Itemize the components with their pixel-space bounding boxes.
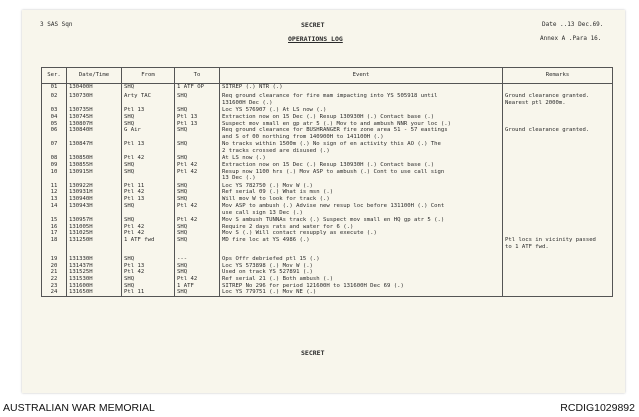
event-cell: [220, 183, 503, 190]
event-line: Resup now 1100 hrs (.) Mov ASP to ambush (.) Cont to use call sign: [222, 168, 445, 175]
datetime-cell: 130807H: [67, 121, 122, 128]
datetime-cell: 131025H: [67, 230, 122, 237]
event-cell: [220, 224, 503, 231]
classification-bottom: SECRET: [301, 349, 325, 357]
event-line: Req ground clearance for BUSHRANGER fire zone area 51 - 57 eastings: [222, 127, 448, 134]
event-line: Mov S ambush TUNNAs track (.) Suspect mov small en HQ gp atr 5 (.): [222, 216, 445, 223]
table-row: [42, 230, 613, 237]
event-line: At LS now (.): [222, 155, 266, 162]
datetime-cell: 131530H: [67, 276, 122, 283]
table-row: [42, 269, 613, 276]
remarks-cell: [503, 237, 613, 251]
datetime-cell: 130400H: [67, 84, 122, 94]
table-row: [42, 169, 613, 183]
table-row: [42, 162, 613, 169]
table-header-row: [42, 68, 613, 84]
from-cell: SHQ: [122, 283, 175, 290]
to-cell: SHQ: [175, 183, 220, 190]
datetime-cell: 130915H: [67, 169, 122, 183]
serial-cell: 03: [42, 107, 67, 114]
remarks-cell: [503, 189, 613, 196]
event-line: Loc YS 782750 (.) Mov W (.): [222, 182, 313, 189]
from-cell: Ptl 13: [122, 196, 175, 203]
to-cell: SHQ: [175, 141, 220, 155]
event-line: Ops Offr debriefed ptl 15 (.): [222, 255, 320, 262]
serial-cell: 16: [42, 224, 67, 231]
table-row: [42, 224, 613, 231]
from-cell: Ptl 42: [122, 269, 175, 276]
datetime-cell: 131250H: [67, 237, 122, 251]
from-cell: Ptl 42: [122, 155, 175, 162]
event-line: Extraction now on 15 Dec (.) Resup 130930H (.) Contact base (.): [222, 113, 435, 120]
event-cell: [220, 114, 503, 121]
to-cell: SHQ: [175, 127, 220, 141]
event-cell: [220, 121, 503, 128]
column-header: To: [175, 68, 220, 84]
serial-cell: 21: [42, 269, 67, 276]
event-cell: [220, 162, 503, 169]
event-line: Suspect mov small en gp atr 5 (.) Mov to and ambush NNR your loc (.): [222, 120, 452, 127]
event-cell: [220, 203, 503, 217]
event-cell: [220, 84, 503, 94]
event-cell: [220, 169, 503, 183]
to-cell: SHQ: [175, 196, 220, 203]
from-cell: SHQ: [122, 162, 175, 169]
remarks-cell: [503, 121, 613, 128]
to-cell: SHQ: [175, 289, 220, 296]
from-cell: G Air: [122, 127, 175, 141]
from-cell: SHQ: [122, 276, 175, 283]
from-cell: Ptl 42: [122, 189, 175, 196]
event-line: SITREP No 296 for period 121600H to 131600H Dec 69 (.): [222, 282, 404, 289]
to-cell: Ptl 42: [175, 217, 220, 224]
remarks-cell: [503, 183, 613, 190]
table-row: [42, 217, 613, 224]
from-cell: SHQ: [122, 256, 175, 263]
datetime-cell: 130847H: [67, 141, 122, 155]
serial-cell: 02: [42, 93, 67, 107]
column-header: Remarks: [503, 68, 613, 84]
serial-cell: 07: [42, 141, 67, 155]
datetime-cell: 130957H: [67, 217, 122, 224]
table-row: [42, 93, 613, 107]
remarks-cell: [503, 141, 613, 155]
event-cell: [220, 269, 503, 276]
to-cell: SHQ: [175, 155, 220, 162]
remarks-cell: [503, 114, 613, 121]
serial-cell: 10: [42, 169, 67, 183]
remarks-cell: [503, 155, 613, 162]
event-cell: [220, 237, 503, 251]
archive-credit: AUSTRALIAN WAR MEMORIAL: [3, 402, 155, 414]
to-cell: Ptl 42: [175, 276, 220, 283]
event-cell: [220, 283, 503, 290]
serial-cell: 23: [42, 283, 67, 290]
event-cell: [220, 196, 503, 203]
to-cell: SHQ: [175, 237, 220, 251]
remarks-line: Ground clearance granted.: [505, 93, 590, 100]
document-page: [22, 10, 625, 393]
event-line: 13 Dec (.): [222, 175, 256, 182]
remarks-cell: [503, 217, 613, 224]
serial-cell: 06: [42, 127, 67, 141]
unit-label: 3 SAS Sqn: [40, 21, 73, 28]
remarks-line: Nearest ptl 2000m.: [505, 99, 566, 106]
annex-label: Annex A .Para 16.: [540, 35, 602, 42]
table-row: [42, 276, 613, 283]
to-cell: Ptl 42: [175, 203, 220, 217]
event-cell: [220, 189, 503, 196]
datetime-cell: 130855H: [67, 162, 122, 169]
datetime-cell: 131600H: [67, 283, 122, 290]
event-cell: [220, 217, 503, 224]
table-row: [42, 107, 613, 114]
serial-cell: 19: [42, 256, 67, 263]
remarks-cell: [503, 107, 613, 114]
remarks-cell: [503, 162, 613, 169]
from-cell: Ptl 42: [122, 224, 175, 231]
from-cell: Ptl 11: [122, 183, 175, 190]
remarks-cell: [503, 196, 613, 203]
event-cell: [220, 263, 503, 270]
from-cell: 1 ATF fwd: [122, 237, 175, 251]
datetime-cell: 130840H: [67, 127, 122, 141]
column-header: From: [122, 68, 175, 84]
datetime-cell: 130745H: [67, 114, 122, 121]
serial-cell: 22: [42, 276, 67, 283]
serial-cell: 20: [42, 263, 67, 270]
serial-cell: 13: [42, 196, 67, 203]
serial-cell: 05: [42, 121, 67, 128]
remarks-cell: [503, 93, 613, 107]
event-line: Ref serial 21 (.) Both ambush (.): [222, 276, 334, 283]
event-line: Loc YS 573898 (.) Mov W (.): [222, 262, 313, 269]
datetime-cell: 131005H: [67, 224, 122, 231]
event-line: Mov ASP to ambush (.) Advise new resup loc before 131100H (.) Cont: [222, 202, 445, 209]
table-row: [42, 114, 613, 121]
table-row: [42, 237, 613, 251]
from-cell: SHQ: [122, 121, 175, 128]
to-cell: Ptl 13: [175, 121, 220, 128]
event-line: Will mov W to look for track (.): [222, 196, 330, 203]
remarks-cell: [503, 289, 613, 296]
event-cell: [220, 127, 503, 141]
event-line: Req ground clearance for fire mam impacting into YS 505918 until: [222, 93, 438, 100]
table-row: [42, 203, 613, 217]
event-line: use call sign 13 Dec (.): [222, 209, 303, 216]
event-line: SITREP (.) NTR (.): [222, 84, 283, 90]
datetime-cell: 131437H: [67, 263, 122, 270]
remarks-line: Ground clearance granted.: [505, 127, 590, 134]
table-row: [42, 283, 613, 290]
to-cell: SHQ: [175, 189, 220, 196]
serial-cell: 15: [42, 217, 67, 224]
event-line: MD fire loc at YS 4986 (.): [222, 236, 310, 243]
table-row: [42, 289, 613, 296]
to-cell: Ptl 13: [175, 114, 220, 121]
datetime-cell: 130922H: [67, 183, 122, 190]
datetime-cell: 130943H: [67, 203, 122, 217]
datetime-cell: 130735H: [67, 107, 122, 114]
to-cell: SHQ: [175, 107, 220, 114]
to-cell: Ptl 42: [175, 169, 220, 183]
to-cell: SHQ: [175, 224, 220, 231]
remarks-cell: [503, 230, 613, 237]
remarks-cell: [503, 256, 613, 263]
serial-cell: 04: [42, 114, 67, 121]
remarks-cell: [503, 84, 613, 94]
from-cell: SHQ: [122, 114, 175, 121]
table-row: [42, 155, 613, 162]
datetime-cell: 130850H: [67, 155, 122, 162]
datetime-cell: 130931H: [67, 189, 122, 196]
event-line: 2 tracks crossed are disused (.): [222, 148, 330, 154]
to-cell: Ptl 42: [175, 162, 220, 169]
serial-cell: 18: [42, 237, 67, 251]
column-header: Ser.: [42, 68, 67, 84]
event-cell: [220, 93, 503, 107]
datetime-cell: 130940H: [67, 196, 122, 203]
remarks-cell: [503, 276, 613, 283]
serial-cell: 14: [42, 203, 67, 217]
event-line: 131600H Dec (.): [222, 99, 273, 106]
event-line: Ref serial 09 (.) What is msn (.): [222, 189, 334, 196]
event-line: Loc YS 779751 (.) Mov NE (.): [222, 289, 317, 296]
log-title: OPERATIONS LOG: [288, 35, 343, 43]
serial-cell: 12: [42, 189, 67, 196]
remarks-cell: [503, 203, 613, 217]
to-cell: SHQ: [175, 263, 220, 270]
to-cell: SHQ: [175, 93, 220, 107]
event-cell: [220, 155, 503, 162]
from-cell: SHQ: [122, 84, 175, 94]
datetime-cell: 130730H: [67, 93, 122, 107]
from-cell: SHQ: [122, 203, 175, 217]
table-row: [42, 127, 613, 141]
datetime-cell: 131525H: [67, 269, 122, 276]
from-cell: Ptl 13: [122, 141, 175, 155]
event-line: Mov S (.) Will contact resupply as execute (.): [222, 230, 377, 237]
remarks-line: to 1 ATF fwd.: [505, 243, 549, 250]
operations-log-table: [41, 67, 613, 297]
from-cell: Ptl 13: [122, 107, 175, 114]
event-line: No tracks within 1500m (.) No sign of en activity this AO (.) The: [222, 141, 441, 148]
event-cell: [220, 276, 503, 283]
from-cell: Ptl 13: [122, 263, 175, 270]
serial-cell: 09: [42, 162, 67, 169]
table-row: [42, 141, 613, 155]
remarks-line: Ptl locs in vicinity passed: [505, 236, 596, 243]
column-header: Event: [220, 68, 503, 84]
event-cell: [220, 289, 503, 296]
event-cell: [220, 230, 503, 237]
serial-cell: 11: [42, 183, 67, 190]
event-cell: [220, 107, 503, 114]
remarks-cell: [503, 169, 613, 183]
record-id: RCDIG1029892: [560, 402, 635, 414]
table-row: [42, 189, 613, 196]
event-line: Loc YS 576907 (.) At LS now (.): [222, 107, 327, 114]
from-cell: Arty TAC: [122, 93, 175, 107]
remarks-cell: [503, 269, 613, 276]
table-row: [42, 263, 613, 270]
serial-cell: 24: [42, 289, 67, 296]
table-row: [42, 256, 613, 263]
remarks-cell: [503, 263, 613, 270]
table-row: [42, 196, 613, 203]
to-cell: 1 ATF: [175, 283, 220, 290]
serial-cell: 08: [42, 155, 67, 162]
date-label: Date ..13 Dec.69.: [542, 21, 604, 28]
from-cell: SHQ: [122, 217, 175, 224]
from-cell: SHQ: [122, 169, 175, 183]
classification-top: SECRET: [301, 21, 325, 29]
event-line: Extraction now on 15 Dec (.) Resup 130930H (.) Contact base (.): [222, 162, 435, 168]
table-row: [42, 121, 613, 128]
to-cell: SHQ: [175, 269, 220, 276]
remarks-cell: [503, 283, 613, 290]
table-body: [42, 84, 613, 297]
event-cell: [220, 141, 503, 155]
datetime-cell: 131330H: [67, 256, 122, 263]
column-header: Date/Time: [67, 68, 122, 84]
remarks-cell: [503, 224, 613, 231]
table-row: [42, 183, 613, 190]
event-cell: [220, 256, 503, 263]
event-line: Used on track YS 527891 (.): [222, 269, 313, 276]
from-cell: Ptl 11: [122, 289, 175, 296]
to-cell: 1 ATF OP: [175, 84, 220, 94]
serial-cell: 01: [42, 84, 67, 94]
to-cell: SHQ: [175, 230, 220, 237]
from-cell: Ptl 42: [122, 230, 175, 237]
datetime-cell: 131650H: [67, 289, 122, 296]
remarks-cell: [503, 127, 613, 141]
event-line: and S of 00 northing from 140900H to 141100H (.): [222, 134, 384, 140]
credit-bar: [0, 400, 639, 417]
event-line: Require 2 days rats and water for 6 (.): [222, 223, 354, 230]
table-row: [42, 84, 613, 94]
serial-cell: 17: [42, 230, 67, 237]
to-cell: ---: [175, 256, 220, 263]
